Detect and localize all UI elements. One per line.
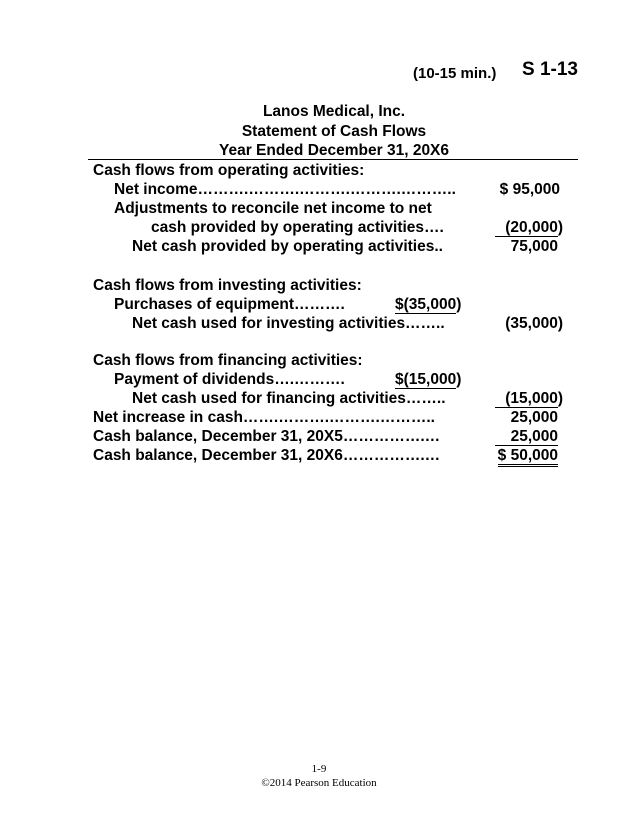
financing-net-label: Net cash used for financing activities…….. bbox=[132, 390, 446, 407]
exercise-code: S 1-13 bbox=[522, 59, 578, 80]
balance-20x6-amount: $ 50,000 bbox=[498, 447, 558, 467]
statement-title: Statement of Cash Flows bbox=[241, 123, 427, 140]
investing-net-label: Net cash used for investing activities…….. bbox=[132, 315, 445, 332]
net-income-value: $ 95,000 bbox=[499, 181, 560, 198]
copyright: ©2014 Pearson Education bbox=[261, 777, 377, 789]
operating-net-value: 75,000 bbox=[510, 238, 558, 255]
purchases-value bbox=[395, 295, 461, 314]
adjustments-value bbox=[495, 218, 563, 237]
net-increase-label: Net increase in cash…….……….……….……….. bbox=[93, 409, 435, 426]
net-income-label: Net income……….……….……….……….……….. bbox=[114, 181, 456, 198]
balance-20x5-value bbox=[495, 427, 558, 446]
financing-net-value bbox=[495, 389, 563, 408]
adjustments-paren: ) bbox=[557, 219, 563, 236]
net-increase-value: 25,000 bbox=[510, 409, 558, 426]
purchases-amount: $(35,000 bbox=[395, 296, 457, 313]
investing-heading: Cash flows from investing activities: bbox=[93, 277, 362, 294]
dividends-label: Payment of dividends….………. bbox=[114, 371, 345, 388]
balance-20x6-label: Cash balance, December 31, 20X6…………….… bbox=[93, 447, 441, 464]
financing-net-amount: (15,000 bbox=[495, 390, 558, 408]
company-name: Lanos Medical, Inc. bbox=[262, 103, 406, 120]
operating-net-label: Net cash provided by operating activities.. bbox=[132, 238, 443, 255]
title-rule bbox=[88, 159, 578, 160]
balance-20x5-amount: 25,000 bbox=[495, 428, 558, 446]
investing-net-value: (35,000) bbox=[505, 315, 563, 332]
financing-heading: Cash flows from financing activities: bbox=[93, 352, 363, 369]
adjustments-amount: (20,000 bbox=[495, 219, 558, 237]
purchases-label: Purchases of equipment………. bbox=[114, 296, 345, 313]
operating-heading: Cash flows from operating activities: bbox=[93, 162, 365, 179]
balance-20x6-value bbox=[498, 446, 558, 465]
balance-20x5-label: Cash balance, December 31, 20X5…………….… bbox=[93, 428, 441, 445]
time-estimate: (10-15 min.) bbox=[413, 65, 497, 82]
financing-net-paren: ) bbox=[557, 390, 563, 407]
adjustments-label-line2: cash provided by operating activities…. bbox=[151, 219, 444, 236]
dividends-paren: ) bbox=[456, 371, 462, 388]
adjustments-label-line1: Adjustments to reconcile net income to net bbox=[114, 200, 432, 217]
purchases-paren: ) bbox=[456, 296, 462, 313]
statement-period: Year Ended December 31, 20X6 bbox=[218, 142, 450, 159]
dividends-amount: $(15,000 bbox=[395, 371, 457, 388]
dividends-value bbox=[395, 370, 461, 389]
page-number: 1-9 bbox=[311, 763, 327, 775]
